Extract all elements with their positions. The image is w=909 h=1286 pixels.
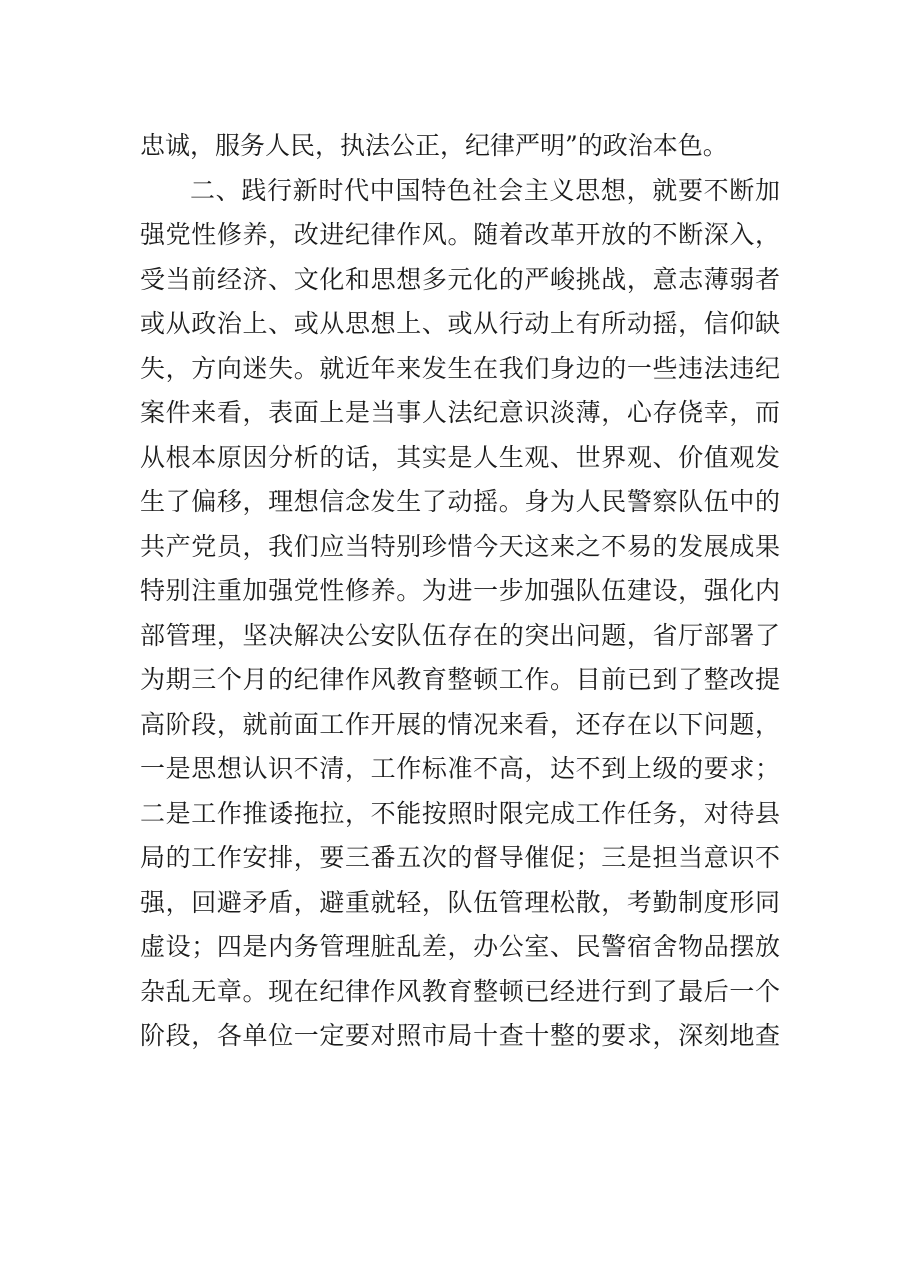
text-line: 杂乱无章。现在纪律作风教育整顿已经进行到了最后一个	[140, 976, 780, 1006]
text-line: 从根本原因分析的话，其实是人生观、世界观、价值观发	[140, 442, 780, 472]
text-line: 生了偏移，理想信念发生了动摇。身为人民警察队伍中的	[140, 487, 780, 516]
text-line: 或从政治上、或从思想上、或从行动上有所动摇，信仰缺	[140, 309, 780, 338]
text-line: 部管理，坚决解决公安队伍存在的突出问题，省厅部署了	[140, 620, 780, 650]
text-line: 高阶段，就前面工作开展的情况来看，还存在以下问题，	[140, 709, 780, 739]
text-line: 局的工作安排，要三番五次的督导催促；三是担当意识不	[140, 843, 780, 872]
text-line: 忠诚，服务人民，执法公正，纪律严明”的政治本色。	[140, 131, 728, 160]
body-text	[140, 124, 780, 1059]
text-line: 案件来看，表面上是当事人法纪意识淡薄，心存侥幸，而	[140, 398, 780, 427]
text-line: 为期三个月的纪律作风教育整顿工作。目前已到了整改提	[140, 665, 780, 694]
text-line: 虚设；四是内务管理脏乱差，办公室、民警宿舍物品摆放	[140, 932, 780, 961]
text-line: 阶段，各单位一定要对照市局十查十整的要求，深刻地查	[140, 1021, 780, 1050]
text-line: 一是思想认识不清，工作标准不高，达不到上级的要求；	[140, 754, 780, 783]
text-line: 二是工作推诿拖拉，不能按照时限完成工作任务，对待县	[140, 798, 780, 828]
text-line: 特别注重加强党性修养。为进一步加强队伍建设，强化内	[140, 576, 780, 605]
text-line: 失，方向迷失。就近年来发生在我们身边的一些违法违纪	[140, 353, 780, 383]
text-line: 共产党员，我们应当特别珍惜今天这来之不易的发展成果	[140, 531, 780, 561]
text-line: 强党性修养，改进纪律作风。随着改革开放的不断深入，	[140, 220, 780, 249]
paragraph-start-line: 二、践行新时代中国特色社会主义思想，就要不断加	[190, 175, 780, 205]
text-line: 受当前经济、文化和思想多元化的严峻挑战，意志薄弱者	[140, 264, 780, 294]
text-line: 强，回避矛盾，避重就轻，队伍管理松散，考勤制度形同	[140, 887, 780, 917]
